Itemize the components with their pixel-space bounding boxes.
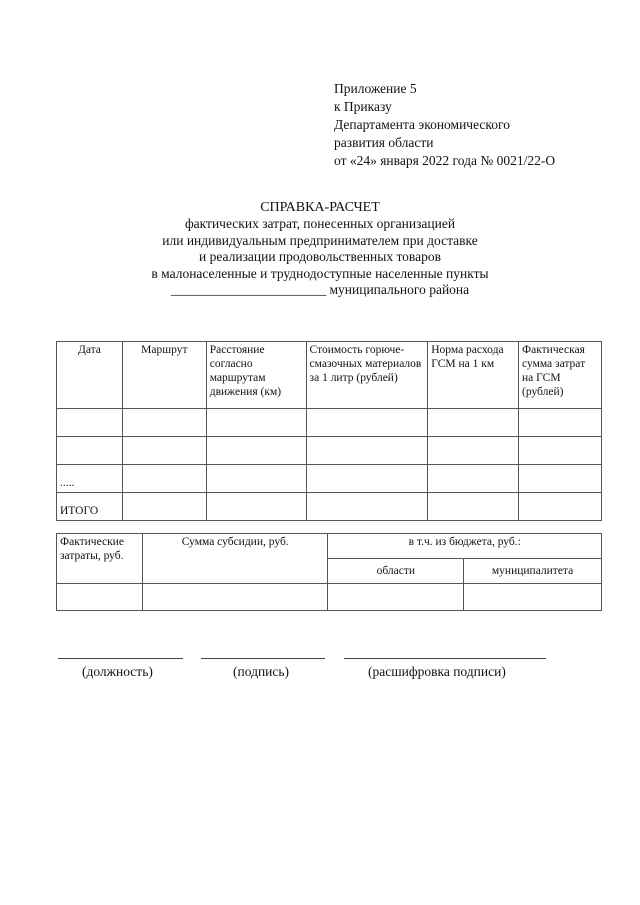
appendix-block xyxy=(334,80,634,170)
table-cell[interactable] xyxy=(57,584,143,611)
title-line: и реализации продовольственных товаров xyxy=(198,249,441,265)
header-municipality: муниципалитета xyxy=(464,559,602,584)
table-cell[interactable] xyxy=(519,493,602,521)
header-route: Маршрут xyxy=(122,342,206,409)
header-date: Дата xyxy=(57,342,123,409)
table-cell[interactable] xyxy=(328,584,464,611)
table-cell[interactable] xyxy=(206,437,306,465)
subsidy-header-row xyxy=(57,534,602,559)
table-cell[interactable] xyxy=(206,493,306,521)
document-title: СПРАВКА-РАСЧЕТ xyxy=(260,200,380,215)
table-cell[interactable] xyxy=(428,437,519,465)
header-subsidy-sum: Сумма субсидии, руб. xyxy=(142,534,328,584)
row-label-total: ИТОГО xyxy=(57,493,123,521)
decoding-line[interactable] xyxy=(344,658,546,659)
table-row xyxy=(57,465,602,493)
table-cell[interactable] xyxy=(122,409,206,437)
table-cell[interactable] xyxy=(122,493,206,521)
table-cell[interactable] xyxy=(519,409,602,437)
table-cell[interactable] xyxy=(428,409,519,437)
costs-table xyxy=(56,341,602,521)
row-label[interactable] xyxy=(57,437,123,465)
appendix-line: развития области xyxy=(334,135,434,150)
header-actual-costs: Фактические затраты, руб. xyxy=(57,534,143,584)
appendix-line: к Приказу xyxy=(334,99,392,114)
appendix-line: Департамента экономического xyxy=(334,117,510,132)
title-line: _______________________ муниципального района xyxy=(170,282,470,298)
table-row xyxy=(57,409,602,437)
signature-line[interactable] xyxy=(201,658,325,659)
table-row xyxy=(57,584,602,611)
header-fuel-norm: Норма расхода ГСМ на 1 км xyxy=(428,342,519,409)
title-line: или индивидуальным предпринимателем при доставке xyxy=(162,232,478,248)
decoding-label: (расшифровка подписи) xyxy=(368,664,506,679)
table-cell[interactable] xyxy=(306,465,428,493)
subsidy-table xyxy=(56,533,602,611)
table-cell[interactable] xyxy=(519,465,602,493)
table-cell[interactable] xyxy=(428,465,519,493)
table-total-row xyxy=(57,493,602,521)
table-row xyxy=(57,437,602,465)
position-label: (должность) xyxy=(82,664,153,679)
title-line: фактических затрат, понесенных организацией xyxy=(184,216,456,232)
table-cell[interactable] xyxy=(306,493,428,521)
header-actual-sum: Фактическая сумма затрат на ГСМ (рублей) xyxy=(519,342,602,409)
row-label[interactable]: ..... xyxy=(57,465,123,493)
table-header-row xyxy=(57,342,602,409)
appendix-line: от «24» января 2022 года № 0021/22-О xyxy=(334,153,556,168)
table-cell[interactable] xyxy=(122,465,206,493)
position-line[interactable] xyxy=(58,658,183,659)
row-label[interactable] xyxy=(57,409,123,437)
header-region: области xyxy=(328,559,464,584)
appendix-line: Приложение 5 xyxy=(334,81,417,96)
signature-label: (подпись) xyxy=(233,664,290,679)
header-fuel-cost: Стоимость горюче-смазочных материалов за 1 литр (рублей) xyxy=(306,342,428,409)
header-budget-share: в т.ч. из бюджета, руб.: xyxy=(328,534,602,559)
table-cell[interactable] xyxy=(142,584,328,611)
table-cell[interactable] xyxy=(519,437,602,465)
table-cell[interactable] xyxy=(206,465,306,493)
table-cell[interactable] xyxy=(306,437,428,465)
table-cell[interactable] xyxy=(428,493,519,521)
table-cell[interactable] xyxy=(122,437,206,465)
title-line: в малонаселенные и труднодоступные населенные пункты xyxy=(151,265,489,281)
table-cell[interactable] xyxy=(206,409,306,437)
table-cell[interactable] xyxy=(464,584,602,611)
header-distance: Расстояние согласно маршрутам движения (км) xyxy=(206,342,306,409)
table-cell[interactable] xyxy=(306,409,428,437)
document-title-block xyxy=(0,200,640,298)
